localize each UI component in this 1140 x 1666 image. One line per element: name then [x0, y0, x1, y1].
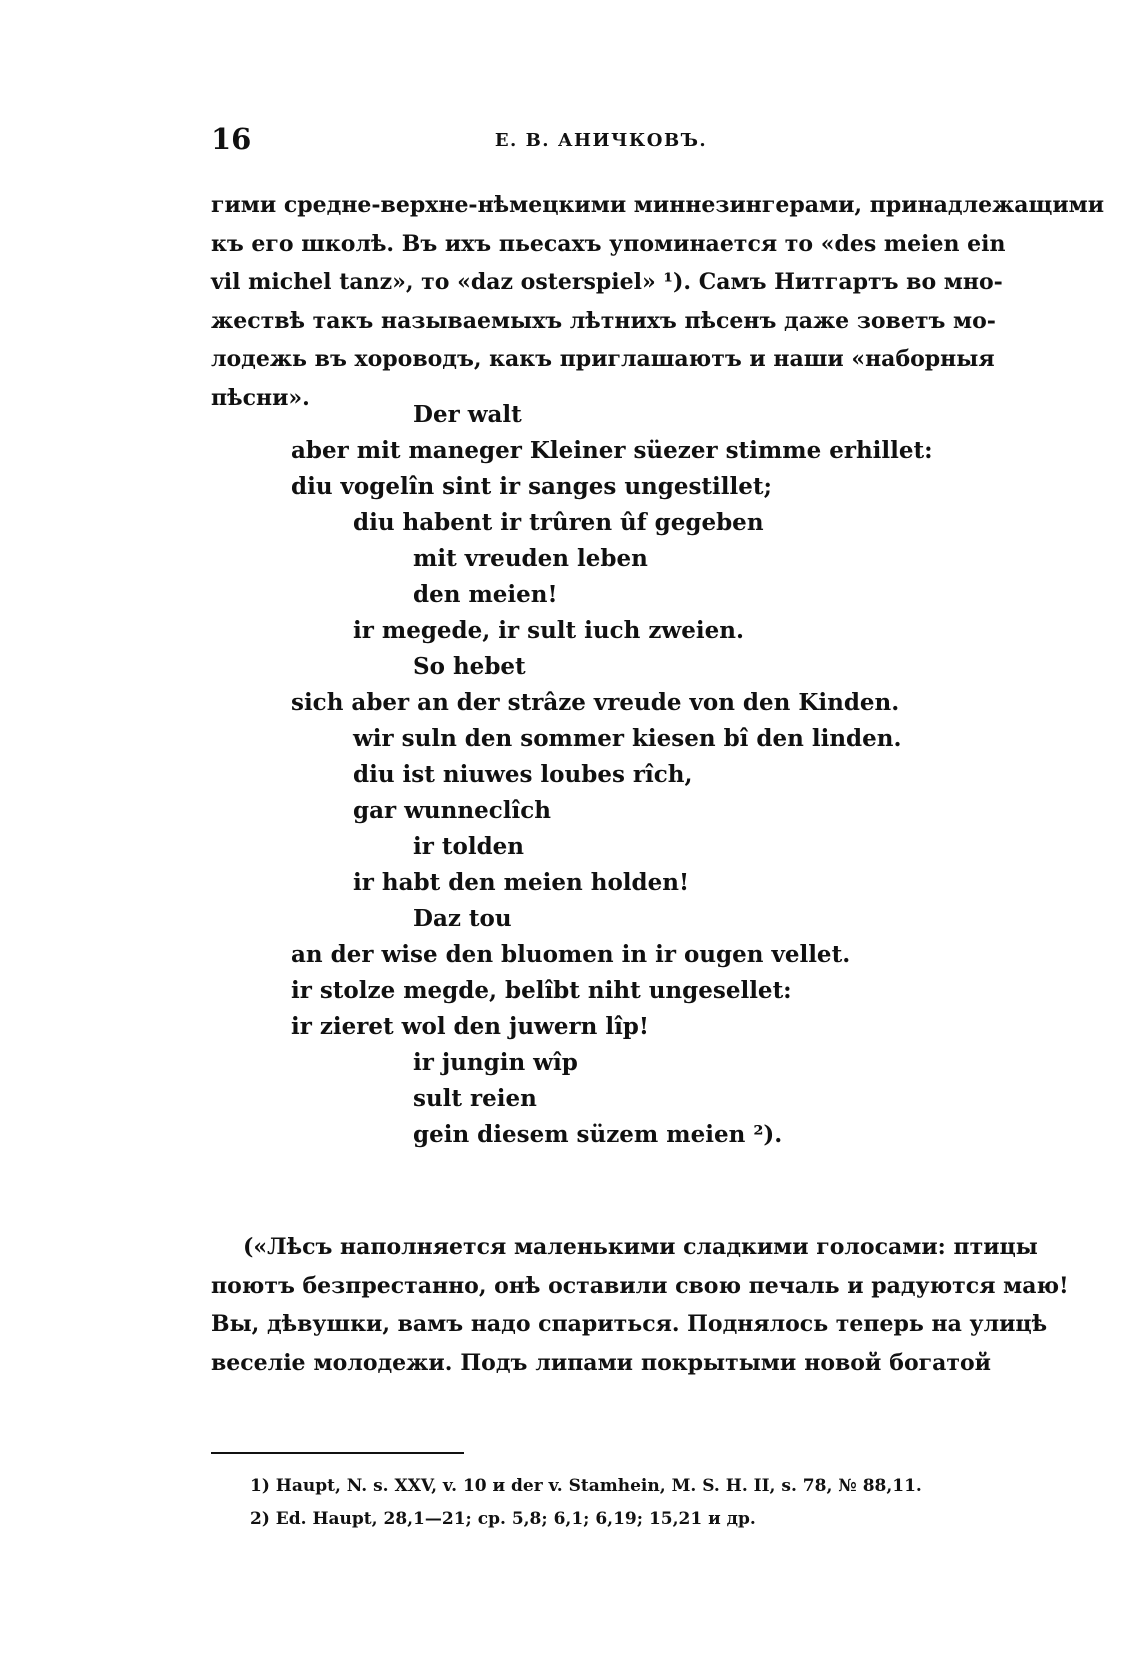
verse-line: ir stolze megde, belîbt niht ungesellet: — [291, 977, 792, 1004]
verse-line: gar wunneclîch — [353, 797, 551, 824]
text-line: («Лѣсъ наполняется маленькими сладкими голосами: птицы — [243, 1234, 1038, 1260]
text-line: пѣсни». — [211, 384, 310, 411]
footnote-1: 1) Haupt, N. s. XXV, v. 10 и der v. Stamhein, M. S. H. II, s. 78, № 88,11. — [250, 1476, 922, 1496]
paragraph-2 — [211, 1228, 1069, 1382]
footnotes — [250, 1470, 1010, 1536]
verse-line: gein diesem süzem meien ²). — [413, 1121, 783, 1148]
text-line: лодежь въ хороводъ, какъ приглашаютъ и наши «наборныя — [211, 346, 995, 372]
text-line: Вы, дѣвушки, вамъ надо спариться. Поднялось теперь на улицѣ — [211, 1311, 1048, 1337]
verse-line: ir zieret wol den juwern lîp! — [291, 1013, 649, 1040]
running-head: Е. В. АНИЧКОВЪ. — [494, 130, 708, 151]
verse-line: diu ist niuwes loubes rîch, — [353, 761, 693, 788]
verse-line: wir suln den sommer kiesen bî den linden. — [353, 725, 902, 752]
verse-line: ir habt den meien holden! — [353, 869, 690, 896]
verse-line: Daz tou — [413, 905, 512, 932]
paragraph-1 — [211, 186, 1105, 417]
verse-line: ir tolden — [413, 833, 525, 860]
verse-line: an der wise den bluomen in ir ougen vellet. — [291, 941, 851, 968]
verse-line: diu vogelîn sint ir sanges ungestillet; — [291, 473, 773, 500]
verse-line: Der walt — [413, 401, 522, 428]
page-header — [211, 122, 991, 158]
verse-line: den meien! — [413, 581, 558, 608]
verse-line: ir jungin wîp — [413, 1049, 578, 1076]
verse-line: So hebet — [413, 653, 526, 680]
verse-line: sult reien — [413, 1085, 537, 1112]
text-line: гими средне-верхне-нѣмецкими миннезингерами, принадлежащими — [211, 192, 1105, 218]
verse-line: aber mit maneger Kleiner süezer stimme erhillet: — [291, 437, 933, 464]
verse-line: diu habent ir trûren ûf gegeben — [353, 509, 764, 536]
text-line: веселіе молодежи. Подъ липами покрытыми новой богатой — [211, 1349, 991, 1376]
text-line: поютъ безпрестанно, онѣ оставили свою печаль и радуются маю! — [211, 1272, 1069, 1299]
text-line: vil michel tanz», то «daz osterspiel» ¹). Самъ Нитгартъ во мно- — [211, 269, 1003, 295]
verse-line: mit vreuden leben — [413, 545, 648, 572]
text-line: жествѣ такъ называемыхъ лѣтнихъ пѣсенъ даже зоветъ мо- — [211, 307, 996, 334]
verse-line: sich aber an der strâze vreude von den Kinden. — [291, 689, 900, 716]
footnote-divider — [211, 1452, 464, 1454]
verse-line: ir megede, ir sult iuch zweien. — [353, 617, 744, 644]
page-number: 16 — [211, 122, 252, 156]
footnote-2: 2) Ed. Haupt, 28,1—21; ср. 5,8; 6,1; 6,19; 15,21 и др. — [250, 1509, 756, 1529]
text-line: къ его школѣ. Въ ихъ пьесахъ упоминается то «des meien ein — [211, 230, 1006, 257]
